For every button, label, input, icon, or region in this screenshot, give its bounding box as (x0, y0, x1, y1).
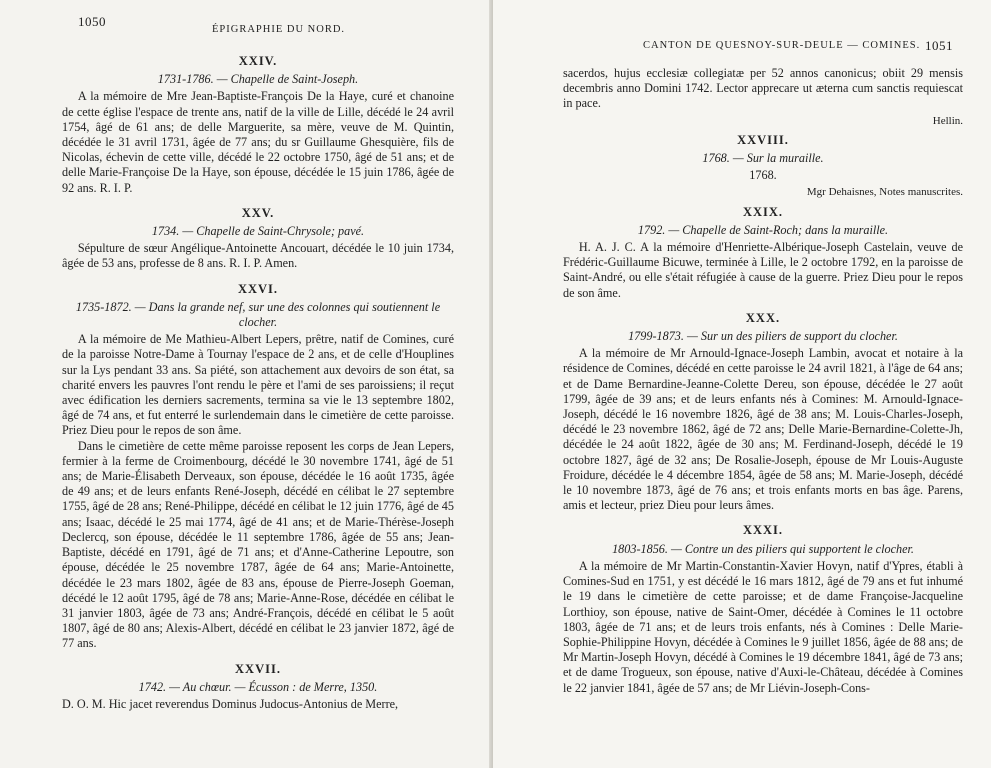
left-page-content (62, 50, 454, 712)
entry-text: A la mémoire de Mr Arnould-Ignace-Joseph Lambin, avocat et notaire à la résidence de Comines, décédé en cette paroisse le 24 avril 1821, à l'âge de 64 ans; et de Dame Bernardine-Jeanne-Colette Dereu, son épouse, décédée le 27 août 1799, âgée de 39 ans; et de leurs enfants nés à Comines: M. Arnould-Ignace-Joseph, décédé le 16 novembre 1826, âgé de 38 ans; M. Louis-Charles-Joseph, décédé le 23 novembre 1862, âgé de 72 ans; Delle Marie-Bernardine-Colette-Jh, décédée le 24 août 1822, âgée de 30 ans; M. Ferdinand-Joseph, décédé le 19 octobre 1827, âgé de 32 ans; De Rosalie-Joseph, épouse de Mr Louis-Auguste Froidure, décédée le 4 décembre 1854, âgée de 58 ans; M. Marie-Joseph, décédé le 10 novembre 1873, âgé de 76 ans; et trois enfants morts en bas âge. Parens, amis et lecteur, priez Dieu pour leurs âmes. (563, 346, 963, 513)
right-running-head: CANTON DE QUESNOY-SUR-DEULE — COMINES. (643, 40, 921, 51)
source-note: Hellin. (932, 114, 963, 127)
right-page (493, 0, 991, 768)
entry-number: XXVI. (237, 281, 279, 296)
left-page (0, 0, 493, 768)
entry-number: XXIX. (742, 204, 784, 219)
left-running-head: ÉPIGRAPHIE DU NORD. (212, 24, 346, 35)
source-note: Mgr Dehaisnes, Notes manuscrites. (806, 186, 963, 199)
entry-number: XXXI. (742, 523, 784, 538)
entry-text: A la mémoire de Me Mathieu-Albert Lepers, prêtre, natif de Comines, curé de la paroisse Notre-Dame à Tournay l'espace de 2 ans, et de celle d'Houplines sur la Lys pendant 33 ans. Sa piété, son attachement aux devoirs de son état, sa charité envers les pauvres l'ont rendu le père et l'ami de ses paroissiens; il reçut avec édification les derniers sacrements, termina sa vie le 13 septembre 1802, âgé de 74 ans, et fut enterré le surlendemain dans le cimetière de cette paroisse. Priez Dieu pour le repos de son âme. (62, 332, 454, 438)
right-page-content (563, 66, 963, 696)
entry-text: D. O. M. Hic jacet reverendus Dominus Judocus-Antonius de Merre, (62, 696, 399, 711)
entry-text: Sépulture de sœur Angélique-Antoinette Ancouart, décédée le 10 juin 1734, âgée de 53 ans, professe de 8 ans. R. I. P. Amen. (62, 241, 454, 271)
entry-title: 1734. — Chapelle de Saint-Chrysole; pavé. (151, 224, 365, 239)
entry-number: XXIV. (238, 54, 278, 68)
entry-text: A la mémoire de Mre Jean-Baptiste-François De la Haye, curé et chanoine de cette église l'espace de trente ans, natif de la ville de Lille, décédé le 24 avril 1754, âgé de 61 ans; de delle Marguerite, sa mère, veuve de M. Quintin, décédée le 31 avril 1731, âgée de 77 ans; du sr Guillaume Ghesquière, fils de Nicolas, échevin de cette ville, décédé le 22 octobre 1750, âgé de 51 ans; et de delle Marie-Françoise De la Haye, son épouse, décédée le 15 juin 1786, âgée de 92 ans. R. I. P. (62, 89, 454, 195)
entry-text: 1768. (749, 168, 777, 183)
entry-text: Dans le cimetière de cette même paroisse reposent les corps de Jean Lepers, fermier à la ferme de Croimenbourg, décédé le 30 novembre 1741, âgé de 51 ans; de Marie-Élisabeth Derveaux, son épouse, décédée le 16 août 1735, âgée de 49 ans; et de leurs enfants René-Joseph, décédé en célibat le 27 septembre 1755, âgé de 28 ans; René-Philippe, décédé en célibat le 12 juin 1776, âgé de 45 ans; Isaac, décédé le 25 mai 1774, âgé de 41 ans; et de Marie-Thérèse-Joseph Declercq, son épouse, décédée le 11 septembre 1786, âgée de 55 ans; Jean-Baptiste, décédé en 1791, âgé de 71 ans; et d'Anne-Catherine Lepoutre, son épouse, décédée le 25 novembre 1787, âgée de 64 ans; Marie-Antoinette, décédée le 23 mars 1802, âgée de 83 ans, épouse de Pierre-Joseph Goeman, décédé le 12 août 1795, âgé de 78 ans; Marie-Anne-Rose, décédée en célibat le 31 janvier 1803, âgée de 73 ans; André-François, décédé en célibat le 5 août 1807, âgé de 80 ans; Alexis-Albert, décédé en célibat le 23 janvier 1872, âgé de 77 ans. (62, 438, 454, 651)
continuation-text: sacerdos, hujus ecclesiæ collegiatæ per 52 annos canonicus; obiit 29 mensis decembris anno Domini 1742. Lector apprecare ut æterna cum sanctis requiescat in pace. (563, 66, 963, 111)
entry-title: 1742. — Au chœur. — Écusson : de Merre, 1350. (138, 679, 378, 694)
entry-text: A la mémoire de Mr Martin-Constantin-Xavier Hovyn, natif d'Ypres, établi à Comines-Sud en 1751, y est décédé le 16 mars 1812, âgé de 79 ans et fut inhumé le 19 dans le cimetière de cette paroisse; et de dame Françoise-Jacqueline Lorthioy, son épouse, native de Saint-Omer, décédée à Comines le 11 octobre 1803, âgée de 71 ans; et de leurs trois enfants, nés à Comines : Delle Marie-Sophie-Philippine Hovyn, décédée à Comines le 9 juillet 1856, âgée de 88 ans; de Mr Martin-Joseph Hovyn, décédé à Comines le 19 décembre 1841, âgé de 73 ans; et de dame Trogueux, son épouse, native d'Auxi-le-Château, décédée à Comines le 22 janvier 1841, âgée de 57 ans; de Mr Liévin-Joseph-Cons- (563, 558, 963, 695)
entry-title: 1803-1856. — Contre un des piliers qui supportent le clocher. (612, 541, 914, 556)
entry-text: H. A. J. C. A la mémoire d'Henriette-Albérique-Joseph Castelain, veuve de Frédéric-Guillaume Bicuwe, terminée à Lille, le 2 octobre 1792, en la paroisse de Saint-André, ou elle s'était réfugiée à cause de la guerre. Priez Dieu pour le repos de son âme. (563, 240, 963, 300)
entry-title: 1735-1872. — Dans la grande nef, sur une des colonnes qui soutiennent le clocher. (75, 299, 441, 330)
right-page-number: 1051 (925, 38, 953, 53)
entry-title: 1799-1873. — Sur un des piliers de support du clocher. (628, 329, 898, 344)
entry-title: 1792. — Chapelle de Saint-Roch; dans la muraille. (637, 222, 889, 237)
entry-number: XXV. (241, 205, 275, 220)
entry-title: 1768. — Sur la muraille. (702, 151, 824, 166)
entry-title: 1731-1786. — Chapelle de Saint-Joseph. (157, 72, 359, 87)
left-page-number: 1050 (78, 14, 106, 29)
entry-number: XXVII. (235, 661, 281, 676)
entry-number: XXVIII. (737, 132, 789, 147)
entry-number: XXX. (745, 310, 781, 325)
